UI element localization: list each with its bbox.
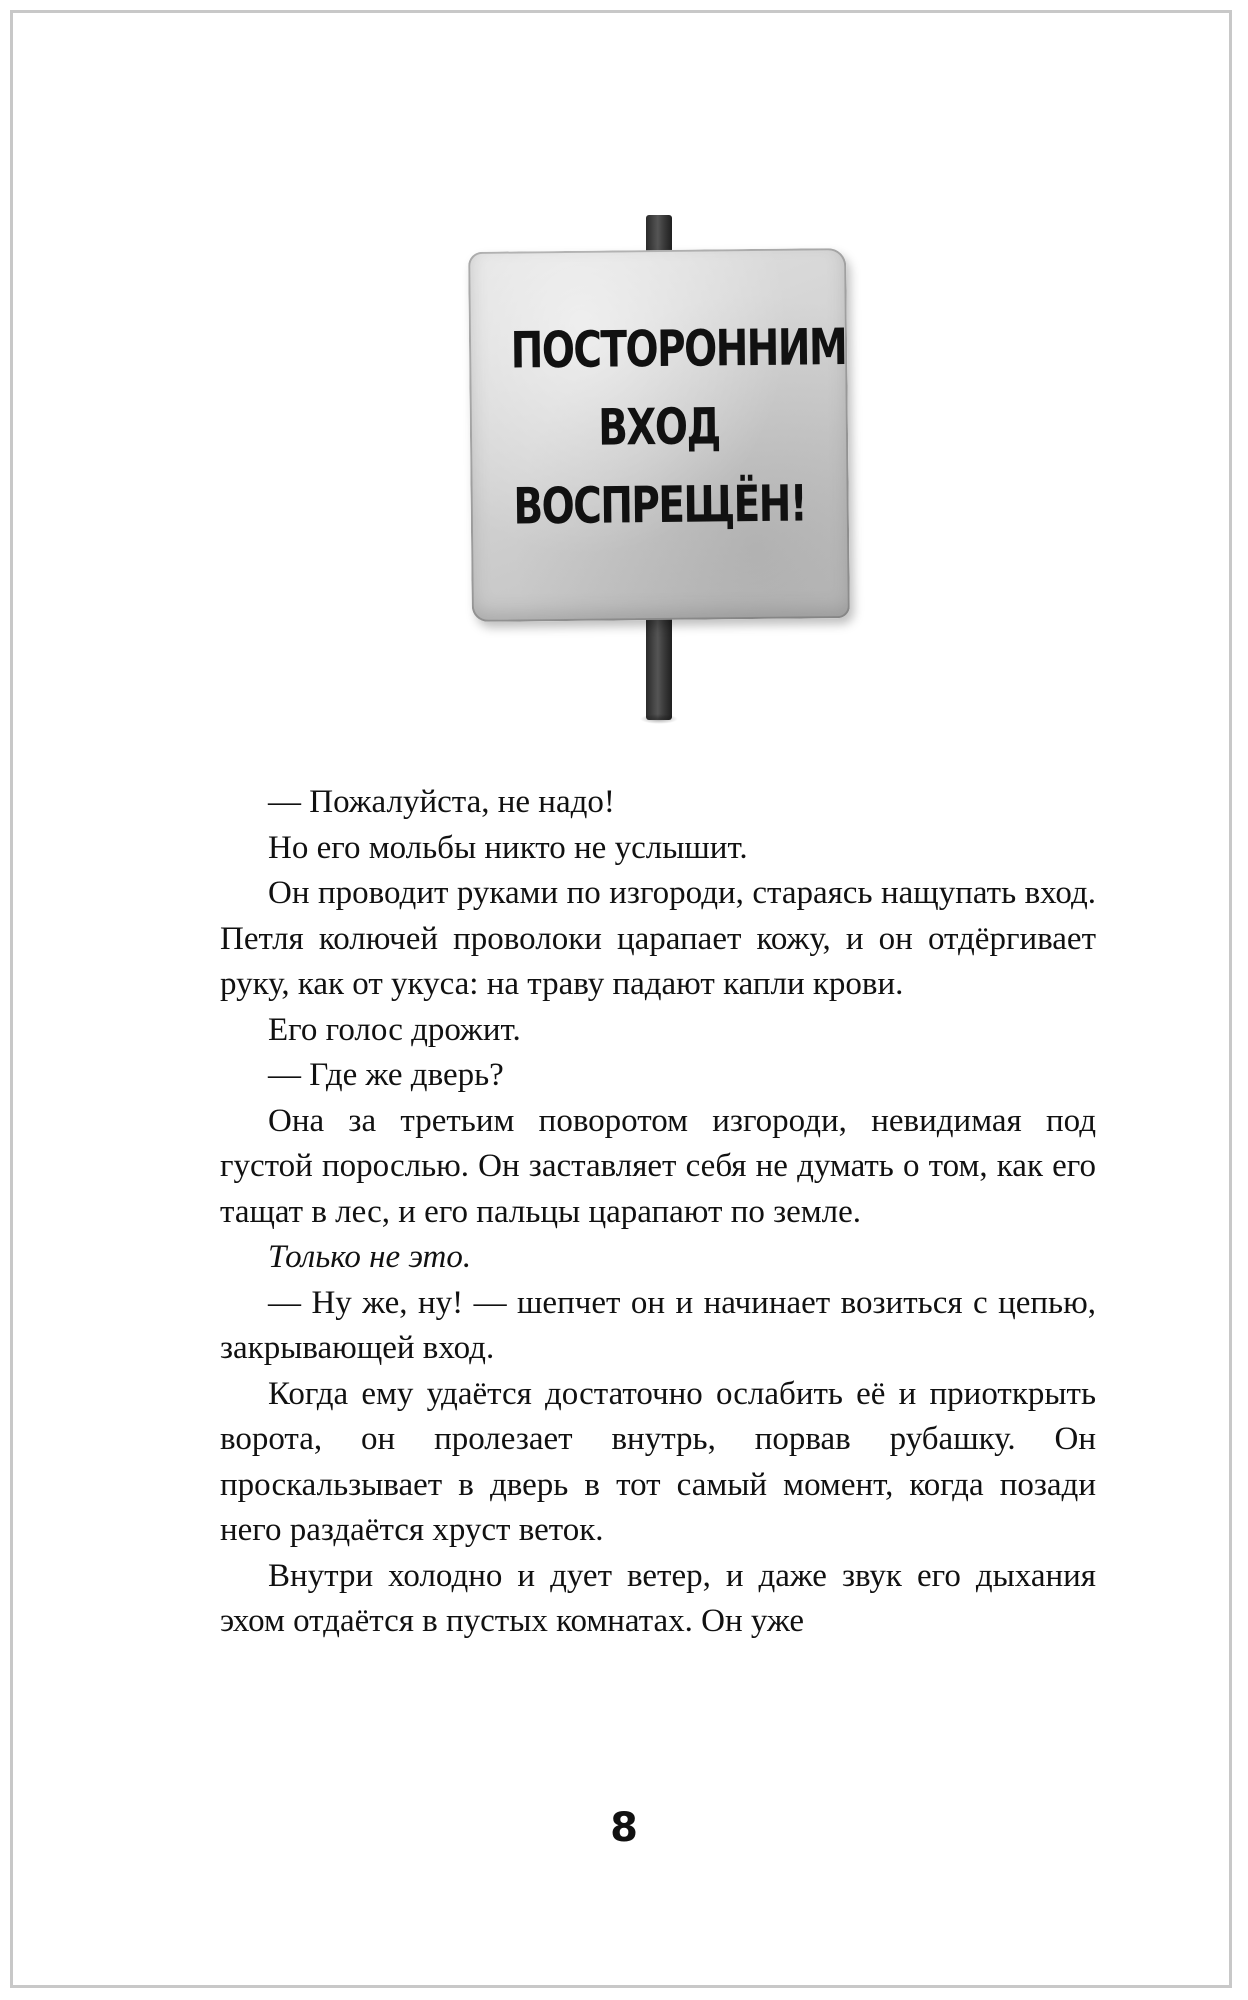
sign-text — [510, 308, 847, 545]
sign-illustration — [470, 215, 850, 725]
paragraph: Он проводит руками по изгороди, стараясь нащупать вход. Петля колючей проволоки царапает кожу, и он отдёргивает руку, как от укуса: на траву падают капли крови. — [220, 875, 1096, 1002]
paragraph: — Где же дверь? — [268, 1057, 504, 1093]
paragraph: — Ну же, ну! — шепчет он и начинает возиться с цепью, закрывающей вход. — [220, 1284, 1096, 1366]
paragraph: Когда ему удаётся достаточно ослабить её и приоткрыть ворота, он пролезает внутрь, порвав рубашку. Он проскальзывает в дверь в тот самый момент, когда позади него раздаётся хруст веток. — [220, 1375, 1096, 1548]
paragraph: Внутри холодно и дует ветер, и даже звук его дыхания эхом отдаётся в пустых комнатах. Он уже — [220, 1557, 1096, 1639]
sign-line: ВХОД — [597, 397, 720, 457]
sign-line: ВОСПРЕЩЁН! — [513, 474, 807, 536]
paragraph: Но его мольбы никто не услышит. — [268, 829, 748, 866]
sign-board — [468, 248, 850, 622]
paragraph: Его голос дрожит. — [268, 1011, 521, 1048]
body-text — [220, 780, 1096, 1645]
page-number: 8 — [610, 1805, 638, 1851]
sign-line: ПОСТОРОННИМ — [510, 318, 847, 380]
paragraph: Она за третьим поворотом изгороди, невидимая под густой порослью. Он заставляет себя не думать о том, как его тащат в лес, и его пальцы царапают по земле. — [220, 1102, 1096, 1230]
paragraph-italic: Только не это. — [268, 1239, 472, 1275]
paragraph: — Пожалуйста, не надо! — [268, 784, 615, 820]
